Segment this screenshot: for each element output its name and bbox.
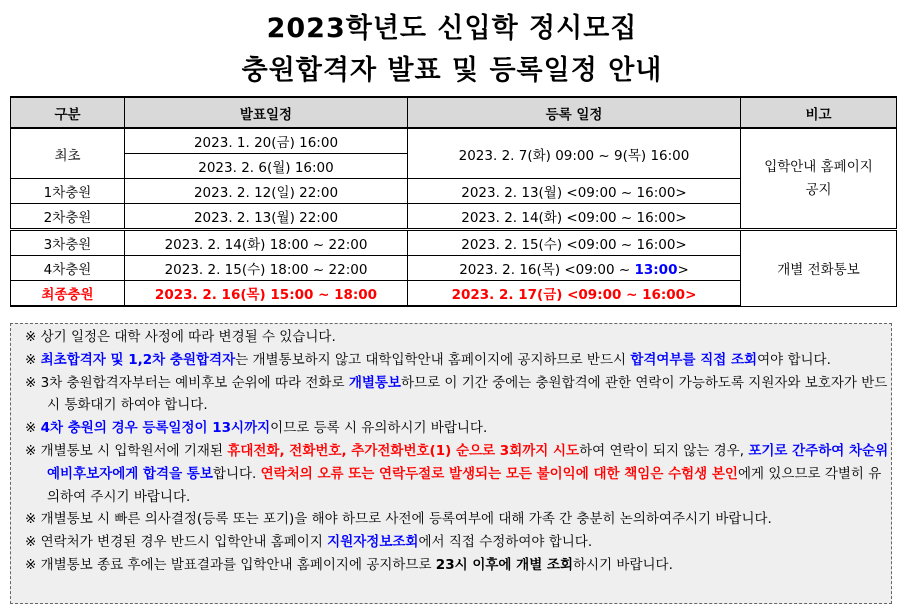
note-2-highlight: 최초합격자 및 1,2차 충원합격자 — [40, 351, 236, 368]
header-remarks: 비고 — [741, 97, 897, 128]
register-r4-a: 2023. 2. 16(목) <09:00 ~ — [459, 262, 635, 278]
table-header-row — [11, 97, 897, 128]
note-4-mark: ※ — [25, 420, 41, 437]
register-r4 — [408, 256, 741, 281]
note-3-text: ※ 3차 충원합격자부터는 예비후보 순위에 따라 전화로 — [25, 374, 349, 391]
note-8 — [11, 554, 891, 577]
remark-homepage — [741, 128, 897, 230]
note-4-highlight: 4차 충원의 경우 등록일정이 13시까지 — [40, 420, 271, 437]
note-5-text-3: 합니다. — [212, 465, 261, 482]
table-row — [11, 230, 897, 256]
note-5-text: ※ 개별통보 시 입학원서에 기재된 — [25, 442, 228, 459]
row-label-r3: 3차충원 — [11, 230, 125, 256]
page-subtitle: 충원합격자 발표 및 등록일정 안내 — [241, 55, 663, 86]
notice-box — [10, 323, 892, 604]
note-6: ※ 개별통보 시 빠른 의사결정(등록 또는 포기)을 해야 하므로 사전에 등록여부에 대해 가족 간 충분히 논의하여주시기 바랍니다. — [25, 511, 772, 528]
note-4 — [11, 417, 891, 440]
announce-r1: 2023. 2. 12(일) 22:00 — [125, 179, 408, 204]
note-3-highlight: 개별통보 — [348, 374, 401, 391]
note-3 — [11, 372, 891, 418]
note-2-text-2: 여야 합니다. — [757, 351, 831, 368]
register-r1: 2023. 2. 13(월) <09:00 ~ 16:00> — [408, 179, 741, 204]
note-4-text: 이므로 등록 시 유의하시기 바랍니다. — [270, 420, 488, 437]
page-title: 2023학년도 신입학 정시모집 — [266, 13, 638, 44]
row-label-r2: 2차충원 — [11, 204, 125, 230]
note-7-text: ※ 연락처가 변경된 경우 반드시 입학안내 홈페이지 — [25, 534, 328, 551]
note-5-highlight: 휴대전화, 전화번호, 추가전화번호(1) 순으로 3회까지 시도 — [227, 442, 580, 459]
note-8-text-2: 하시기 바랍니다. — [573, 556, 673, 573]
announce-first-2: 2023. 2. 6(월) 16:00 — [125, 154, 408, 179]
register-r3: 2023. 2. 15(수) <09:00 ~ 16:00> — [408, 230, 741, 256]
note-2 — [11, 349, 891, 372]
note-1: ※ 상기 일정은 대학 사정에 따라 변경될 수 있습니다. — [25, 329, 336, 345]
note-7 — [11, 531, 891, 554]
register-r4-deadline: 13:00 — [634, 262, 678, 278]
row-label-first: 최초 — [11, 128, 125, 179]
note-2-mark: ※ — [25, 351, 41, 368]
note-8-text: ※ 개별통보 종료 후에는 발표결과를 입학안내 홈페이지에 공지하므로 — [25, 556, 436, 573]
note-2-text: 는 개별통보하지 않고 대학입학안내 홈페이지에 공지하므로 반드시 — [235, 351, 631, 368]
announce-r3: 2023. 2. 14(화) 18:00 ~ 22:00 — [125, 230, 408, 256]
remark-homepage-line1: 입학안내 홈페이지 — [764, 158, 873, 175]
note-5-highlight-2: 포기로 간주하여 차순위 예비후보자에게 합격을 통보 — [47, 442, 889, 482]
register-final: 2023. 2. 17(금) <09:00 ~ 16:00> — [408, 281, 741, 307]
header-announcement: 발표일정 — [125, 97, 408, 128]
row-label-r1: 1차충원 — [11, 179, 125, 204]
register-r4-c: > — [677, 262, 689, 278]
header-registration: 등록 일정 — [408, 97, 741, 128]
note-3-text-2: 하므로 이 기간 중에는 충원합격에 관한 연락이 가능하도록 지원자와 보호자가 반드시 통화대기 하여야 합니다. — [47, 374, 888, 414]
note-5 — [11, 440, 891, 508]
announce-first-1: 2023. 1. 20(금) 16:00 — [125, 128, 408, 154]
note-2-highlight-2: 합격여부를 직접 조회 — [630, 351, 758, 368]
note-5-highlight-3: 연락처의 오류 또는 연락두절로 발생되는 모든 불이익에 대한 책임은 수험생 본인 — [260, 465, 738, 482]
note-7-text-2: 에서 직접 수정하여야 합니다. — [418, 534, 593, 551]
note-5-text-4: 에게 있으므로 각별히 유의하여 주시기 바랍니다. — [47, 465, 882, 505]
table-row — [11, 128, 897, 154]
register-first: 2023. 2. 7(화) 09:00 ~ 9(목) 16:00 — [408, 128, 741, 179]
announce-final: 2023. 2. 16(목) 15:00 ~ 18:00 — [125, 281, 408, 307]
row-label-r4: 4차충원 — [11, 256, 125, 281]
register-r2: 2023. 2. 14(화) <09:00 ~ 16:00> — [408, 204, 741, 230]
announce-r4: 2023. 2. 15(수) 18:00 ~ 22:00 — [125, 256, 408, 281]
note-5-text-2: 하여 연락이 되지 않는 경우, — [579, 442, 749, 459]
header-category: 구분 — [11, 97, 125, 128]
note-8-highlight: 23시 이후에 개별 조회 — [435, 556, 574, 573]
note-7-highlight: 지원자정보조회 — [327, 534, 419, 551]
remark-homepage-line2: 공지 — [805, 181, 832, 198]
schedule-table — [10, 96, 897, 307]
announce-r2: 2023. 2. 13(월) 22:00 — [125, 204, 408, 230]
row-label-final: 최종충원 — [11, 281, 125, 307]
remark-phone: 개별 전화통보 — [741, 230, 897, 307]
